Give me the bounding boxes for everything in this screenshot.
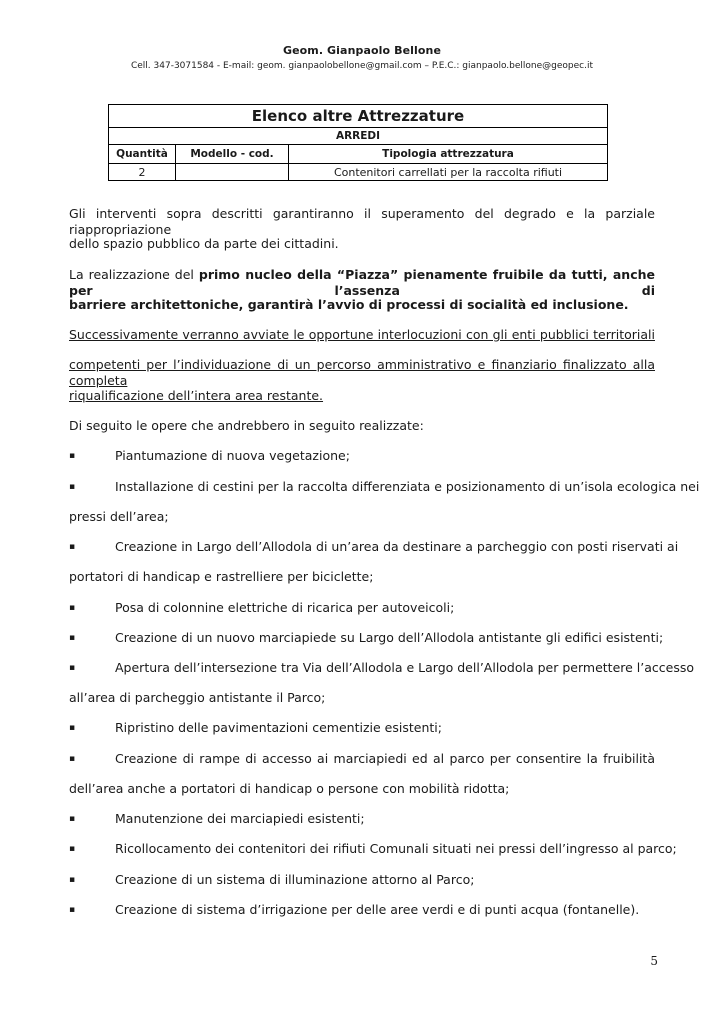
page-number: 5 [650,954,658,968]
table-title: Elenco altre Attrezzature [109,105,608,128]
list-item-continuation: pressi dell’area; [69,509,169,524]
cell-type: Contenitori carrellati per la raccolta rifiuti [289,164,608,181]
list-item-text: Creazione di rampe di accesso ai marciapiedi ed al parco per consentire la fruibilità [115,751,655,766]
page-header [0,44,724,71]
table-header-row [109,145,608,164]
header-model: Modello - cod. [176,145,289,164]
paragraph-line-bold: barriere architettoniche, garantirà l’avvio di processi di socialità ed inclusione. [69,297,629,312]
bullet-icon: ▪ [69,663,76,673]
table-subtitle: ARREDI [109,128,608,145]
paragraph-line [69,267,655,299]
list-item-text: Ricollocamento dei contenitori dei rifiuti Comunali situati nei pressi dell’ingresso al parco; [115,841,677,856]
list-item-text: Creazione di un nuovo marciapiede su Largo dell’Allodola antistante gli edifici esistenti; [115,630,664,645]
text-span: La realizzazione del [69,267,199,282]
bullet-icon: ▪ [69,754,76,764]
bullet-icon: ▪ [69,451,76,461]
list-item-text: Piantumazione di nuova vegetazione; [115,448,350,463]
bold-text: primo nucleo della “Piazza” pienamente fruibile da tutti, anche per l’assenza di [69,267,655,298]
bullet-icon: ▪ [69,814,76,824]
header-quantity: Quantità [109,145,176,164]
list-item-text: Creazione in Largo dell’Allodola di un’area da destinare a parcheggio con posti riservati ai [115,539,679,554]
list-item-text: Creazione di un sistema di illuminazione attorno al Parco; [115,872,475,887]
author-name: Geom. Gianpaolo Bellone [282,44,442,57]
header-type: Tipologia attrezzatura [289,145,608,164]
bullet-icon: ▪ [69,875,76,885]
bullet-icon: ▪ [69,905,76,915]
author-contact: Cell. 347-3071584 - E-mail: geom. gianpaolobellone@gmail.com – P.E.C.: gianpaolo.bellone@geopec.it [130,61,594,71]
cell-model [176,164,289,181]
bullet-icon: ▪ [69,723,76,733]
list-item-text: Ripristino delle pavimentazioni cementizie esistenti; [115,720,442,735]
paragraph-line-underlined: Successivamente verranno avviate le opportune interlocuzioni con gli enti pubblici territoriali [69,327,655,342]
bullet-icon: ▪ [69,482,76,492]
bullet-icon: ▪ [69,603,76,613]
list-item-text: Installazione di cestini per la raccolta differenziata e posizionamento di un’isola ecologica nei [115,479,700,494]
paragraph-line-underlined: competenti per l’individuazione di un percorso amministrativo e finanziario finalizzato alla completa [69,357,655,388]
list-item-text: Manutenzione dei marciapiedi esistenti; [115,811,365,826]
paragraph-line: Gli interventi sopra descritti garantiranno il superamento del degrado e la parziale riappropriazione [69,206,655,237]
equipment-table [108,104,608,181]
paragraph-line: Di seguito le opere che andrebbero in seguito realizzate: [69,418,424,433]
list-item-text: Posa di colonnine elettriche di ricarica per autoveicoli; [115,600,455,615]
paragraph-line: dello spazio pubblico da parte dei cittadini. [69,236,339,251]
list-item-text: Apertura dell’intersezione tra Via dell’Allodola e Largo dell’Allodola per permettere l’accesso [115,660,695,675]
list-item-continuation: all’area di parcheggio antistante il Parco; [69,690,326,705]
list-item-text: Creazione di sistema d’irrigazione per delle aree verdi e di punti acqua (fontanelle). [115,902,640,917]
bullet-icon: ▪ [69,844,76,854]
cell-quantity: 2 [109,164,176,181]
table-row [109,164,608,181]
bullet-icon: ▪ [69,542,76,552]
bullet-icon: ▪ [69,633,76,643]
list-item-continuation: portatori di handicap e rastrelliere per biciclette; [69,569,374,584]
paragraph-line-underlined: riqualificazione dell’intera area restante. [69,388,324,403]
list-item-continuation: dell’area anche a portatori di handicap o persone con mobilità ridotta; [69,781,510,796]
